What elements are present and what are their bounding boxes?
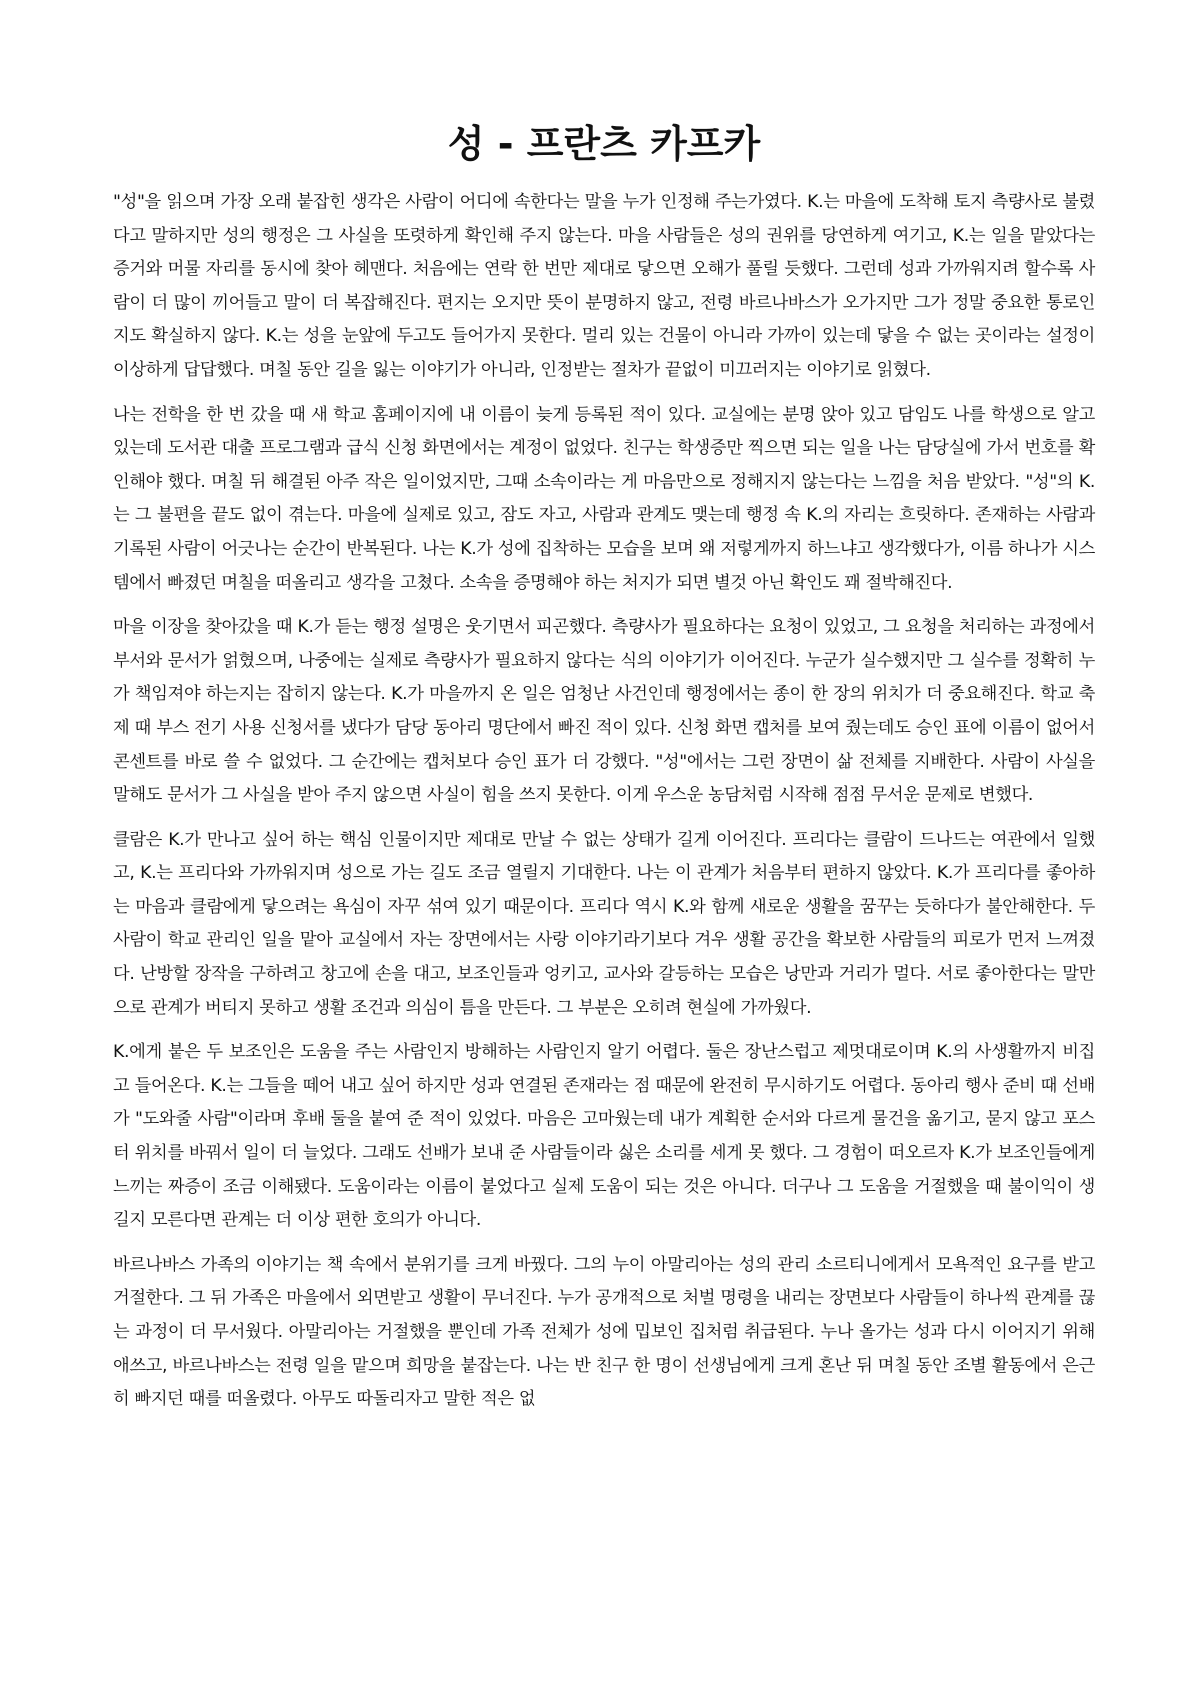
page-title: 성 - 프란츠 카프카 bbox=[447, 122, 761, 166]
paragraph: "성"을 읽으며 가장 오래 붙잡힌 생각은 사람이 어디에 속한다는 말을 누가 인정해 주는가였다. K.는 마을에 도착해 토지 측량사로 불렸다고 말하지만 성의 행정은 그 사실을 또렷하게 확인해 주지 않는다. 마을 사람들은 성의 권위를 당연하게 여기고, K.는 일을 맡았다는 증거와 머물 자리를 동시에 찾아 헤맨다. 처음에는 연락 한 번만 제대로 닿으면 오해가 풀릴 듯했다. 그런데 성과 가까워지려 할수록 사람이 더 많이 끼어들고 말이 더 복잡해진다. 편지는 오지만 뜻이 분명하지 않고, 전령 바르나바스가 오가지만 그가 정말 중요한 통로인지도 확실하지 않다. K.는 성을 눈앞에 두고도 들어가지 못한다. 멀리 있는 건물이 아니라 가까이 있는데 닿을 수 없는 곳이라는 설정이 이상하게 답답했다. 며칠 동안 길을 잃는 이야기가 아니라, 인정받는 절차가 끝없이 미끄러지는 이야기로 읽혔다. bbox=[113, 192, 1095, 380]
paragraph: 클람은 K.가 만나고 싶어 하는 핵심 인물이지만 제대로 만날 수 없는 상태가 길게 이어진다. 프리다는 클람이 드나드는 여관에서 일했고, K.는 프리다와 가까워지며 성으로 가는 길도 조금 열릴지 기대한다. 나는 이 관계가 처음부터 편하지 않았다. K.가 프리다를 좋아하는 마음과 클람에게 닿으려는 욕심이 자꾸 섞여 있기 때문이다. 프리다 역시 K.와 함께 새로운 생활을 꿈꾸는 듯하다가 불안해한다. 두 사람이 학교 관리인 일을 맡아 교실에서 자는 장면에서는 사랑 이야기라기보다 겨우 생활 공간을 확보한 사람들의 피로가 먼저 느껴졌다. 난방할 장작을 구하려고 창고에 손을 대고, 보조인들과 엉키고, 교사와 갈등하는 모습은 낭만과 거리가 멀다. 서로 좋아한다는 말만으로 관계가 버티지 못하고 생활 조건과 의심이 틈을 만든다. 그 부분은 오히려 현실에 가까웠다. bbox=[113, 829, 1095, 1018]
paragraph: 나는 전학을 한 번 갔을 때 새 학교 홈페이지에 내 이름이 늦게 등록된 적이 있다. 교실에는 분명 앉아 있고 담임도 나를 학생으로 알고 있는데 도서관 대출 프로그램과 급식 신청 화면에서는 계정이 없었다. 친구는 학생증만 찍으면 되는 일을 나는 담당실에 가서 번호를 확인해야 했다. 며칠 뒤 해결된 아주 작은 일이었지만, 그때 소속이라는 게 마음만으로 정해지지 않는다는 느낌을 처음 받았다. "성"의 K.는 그 불편을 끝도 없이 겪는다. 마을에 실제로 있고, 잠도 자고, 사람과 관계도 맺는데 행정 속 K.의 자리는 흐릿하다. 존재하는 사람과 기록된 사람이 어긋나는 순간이 반복된다. 나는 K.가 성에 집착하는 모습을 보며 왜 저렇게까지 하느냐고 생각했다가, 이름 하나가 시스템에서 빠졌던 며칠을 떠올리고 생각을 고쳤다. 소속을 증명해야 하는 처지가 되면 별것 아닌 확인도 꽤 절박해진다. bbox=[113, 404, 1095, 593]
paragraph: K.에게 붙은 두 보조인은 도움을 주는 사람인지 방해하는 사람인지 알기 어렵다. 둘은 장난스럽고 제멋대로이며 K.의 사생활까지 비집고 들어온다. K.는 그들을 떼어 내고 싶어 하지만 성과 연결된 존재라는 점 때문에 완전히 무시하기도 어렵다. 동아리 행사 준비 때 선배가 "도와줄 사람"이라며 후배 둘을 붙여 준 적이 있었다. 마음은 고마웠는데 내가 계획한 순서와 다르게 물건을 옮기고, 묻지 않고 포스터 위치를 바꿔서 일이 더 늘었다. 그래도 선배가 보내 준 사람들이라 싫은 소리를 세게 못 했다. 그 경험이 떠오르자 K.가 보조인들에게 느끼는 짜증이 조금 이해됐다. 도움이라는 이름이 붙었다고 실제 도움이 되는 것은 아니다. 더구나 그 도움을 거절했을 때 불이익이 생길지 모른다면 관계는 더 이상 편한 호의가 아니다. bbox=[113, 1042, 1095, 1231]
essay-body bbox=[113, 186, 1095, 1417]
paragraph: 바르나바스 가족의 이야기는 책 속에서 분위기를 크게 바꿨다. 그의 누이 아말리아는 성의 관리 소르티니에게서 모욕적인 요구를 받고 거절한다. 그 뒤 가족은 마을에서 외면받고 생활이 무너진다. 누가 공개적으로 처벌 명령을 내리는 장면보다 사람들이 하나씩 관계를 끊는 과정이 더 무서웠다. 아말리아는 거절했을 뿐인데 가족 전체가 성에 밉보인 집처럼 취급된다. 누나 올가는 성과 다시 이어지기 위해 애쓰고, 바르나바스는 전령 일을 맡으며 희망을 붙잡는다. 나는 반 친구 한 명이 선생님에게 크게 혼난 뒤 며칠 동안 조별 활동에서 은근히 빠지던 때를 떠올렸다. 아무도 따돌리자고 말한 적은 없 bbox=[113, 1254, 1095, 1410]
paragraph: 마을 이장을 찾아갔을 때 K.가 듣는 행정 설명은 웃기면서 피곤했다. 측량사가 필요하다는 요청이 있었고, 그 요청을 처리하는 과정에서 부서와 문서가 얽혔으며, 나중에는 실제로 측량사가 필요하지 않다는 식의 이야기가 이어진다. 누군가 실수했지만 그 실수를 정확히 누가 책임져야 하는지는 잡히지 않는다. K.가 마을까지 온 일은 엄청난 사건인데 행정에서는 종이 한 장의 위치가 더 중요해진다. 학교 축제 때 부스 전기 사용 신청서를 냈다가 담당 동아리 명단에서 빠진 적이 있다. 신청 화면 캡처를 보여 줬는데도 승인 표에 이름이 없어서 콘센트를 바로 쓸 수 없었다. 그 순간에는 캡처보다 승인 표가 더 강했다. "성"에서는 그런 장면이 삶 전체를 지배한다. 사람이 사실을 말해도 문서가 그 사실을 받아 주지 않으면 사실이 힘을 쓰지 못한다. 이게 우스운 농담처럼 시작해 점점 무서운 문제로 변했다. bbox=[113, 617, 1095, 806]
